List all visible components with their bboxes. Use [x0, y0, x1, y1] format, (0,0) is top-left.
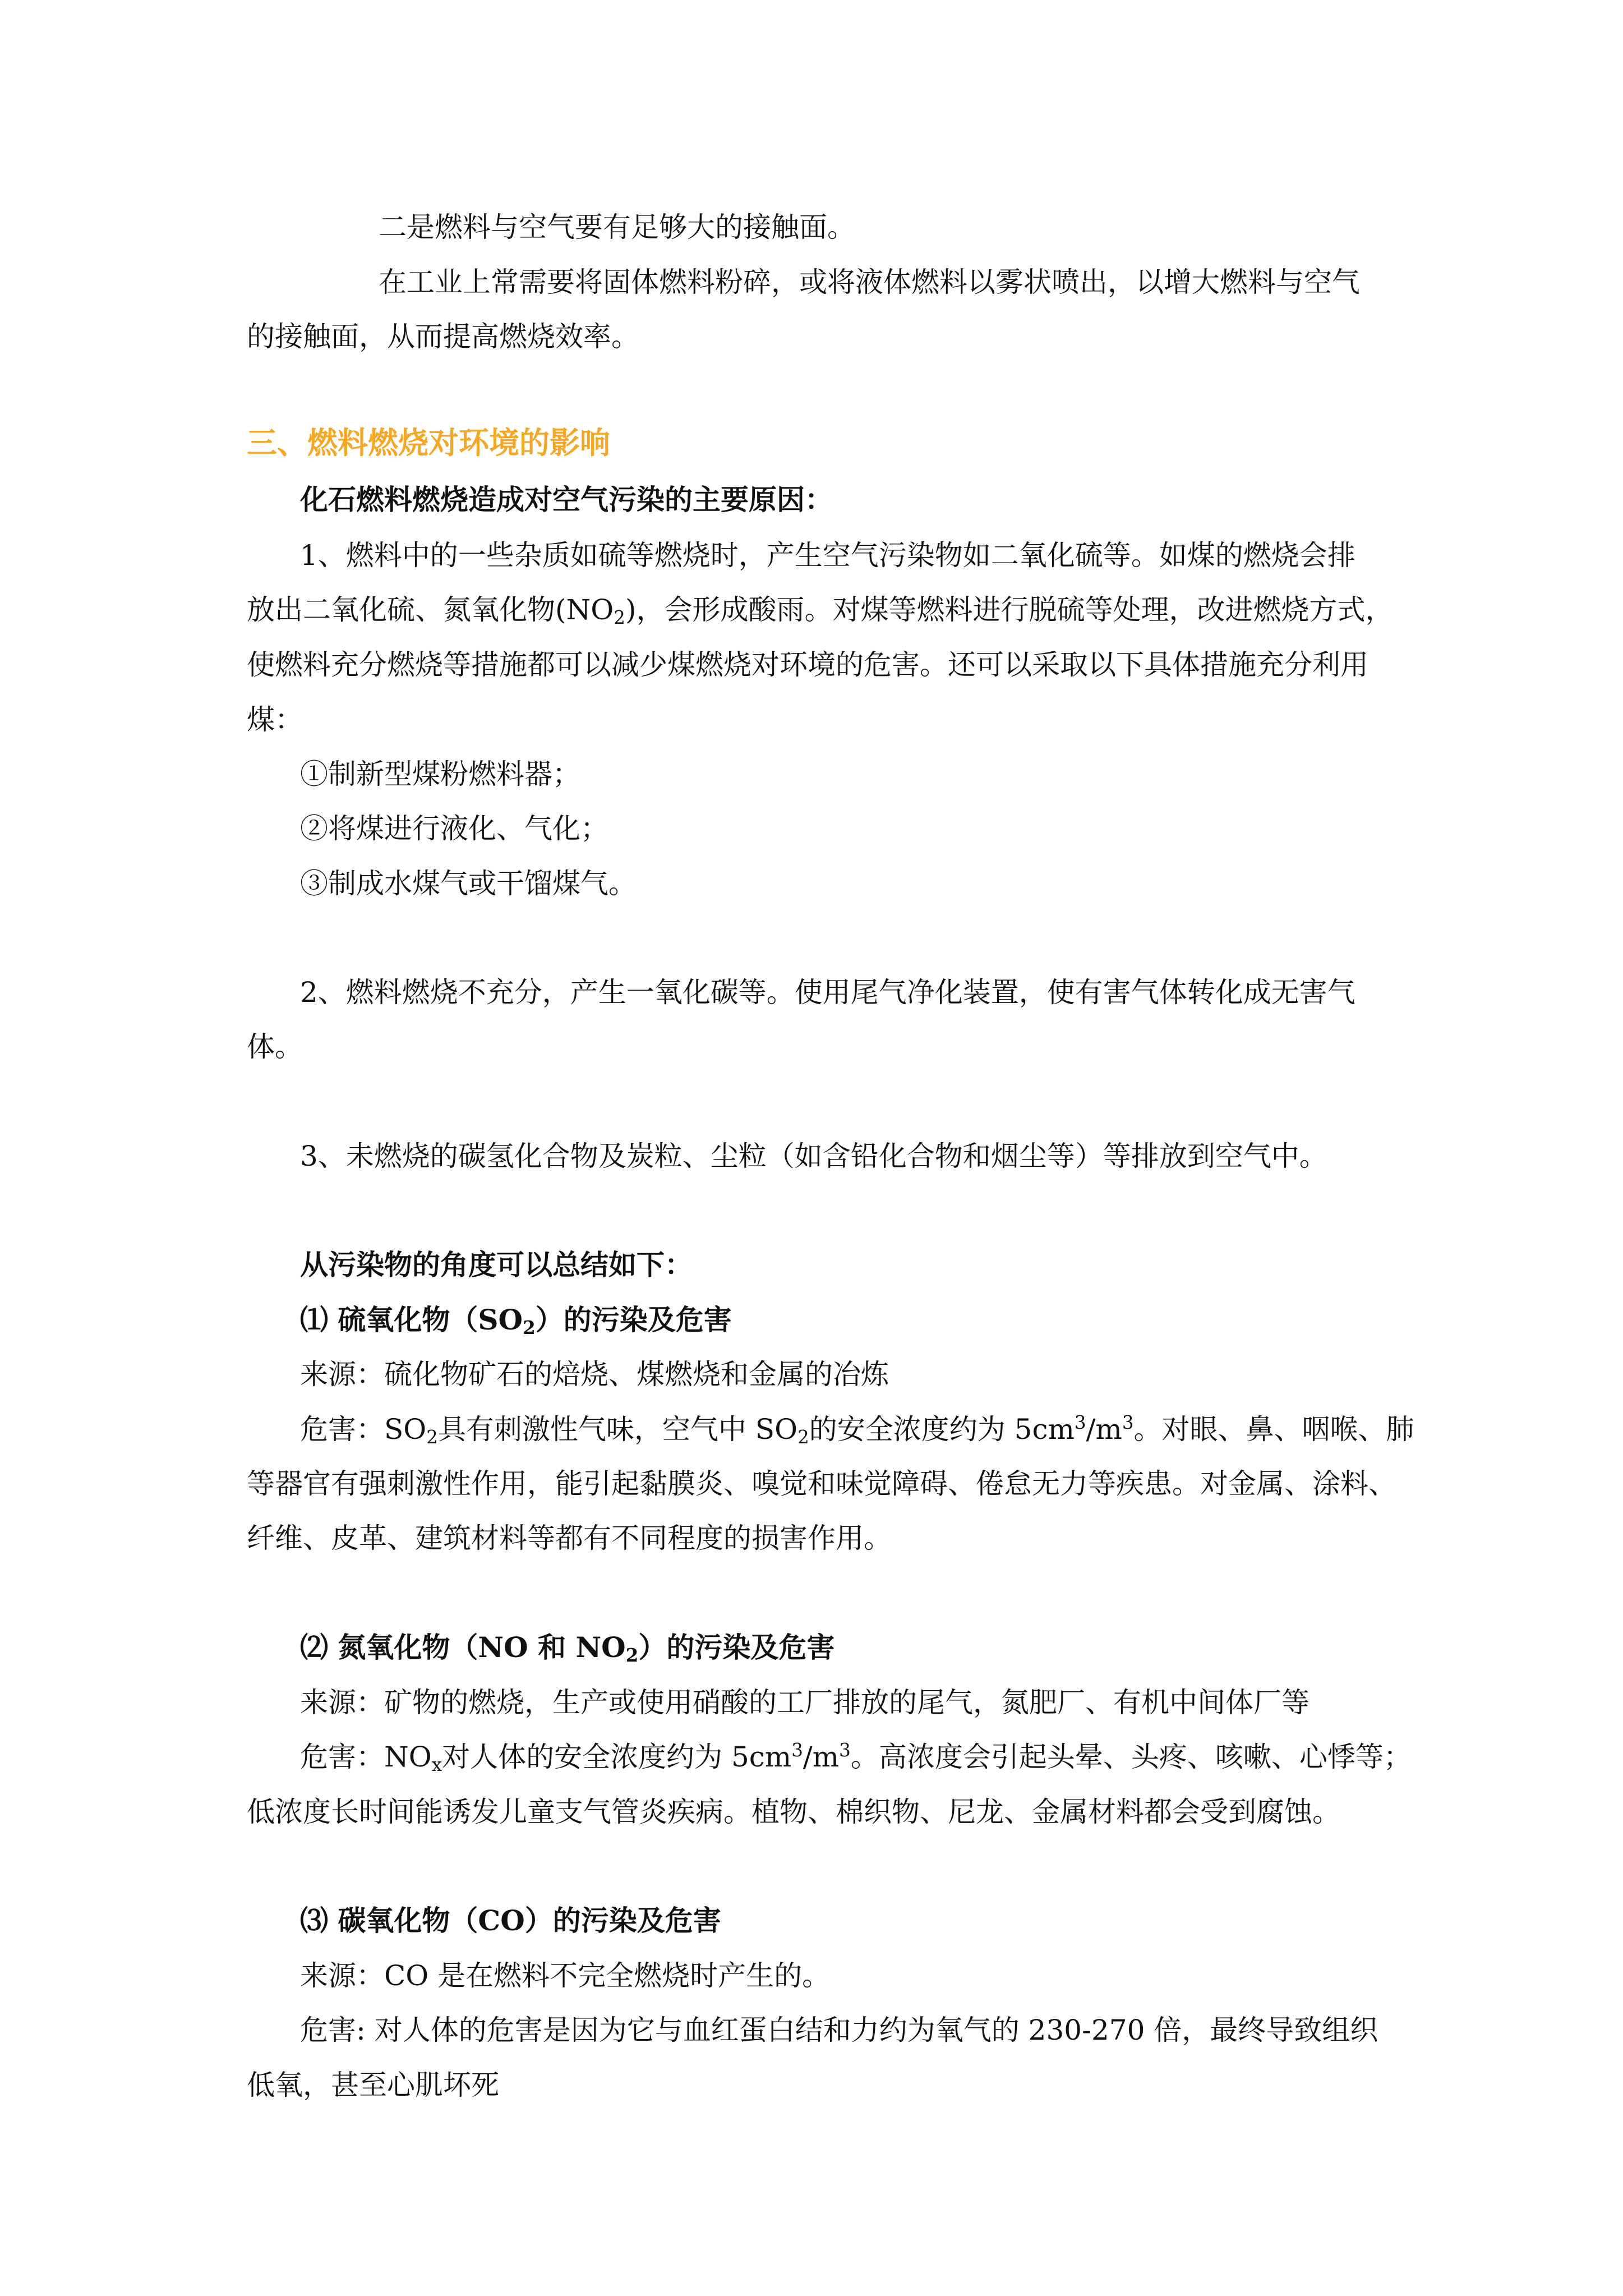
intro-line-2: 在工业上常需要将固体燃料粉碎，或将液体燃料以雾状喷出，以增大燃料与空气	[379, 266, 1360, 298]
co-heading: ⑶ 碳氧化物（CO）的污染及危害	[300, 1904, 721, 1937]
cause-2-line-2: 体。	[247, 1030, 303, 1063]
measure-item-2: ②将煤进行液化、气化；	[300, 812, 608, 845]
cause-2-line-1: 2、燃料燃烧不充分，产生一氧化碳等。使用尾气净化装置，使有害气体转化成无害气	[300, 976, 1355, 1009]
intro-line-1: 二是燃料与空气要有足够大的接触面。	[379, 211, 855, 243]
summary-title: 从污染物的角度可以总结如下：	[300, 1248, 693, 1281]
intro-line-3: 的接触面，从而提高燃烧效率。	[247, 320, 639, 353]
co-source: 来源：CO 是在燃料不完全燃烧时产生的。	[300, 1959, 831, 1992]
cause-1-line-1: 1、燃料中的一些杂质如硫等燃烧时，产生空气污染物如二氧化硫等。如煤的燃烧会排	[300, 539, 1355, 572]
co-harm-line-2: 低氧，甚至心肌坏死	[247, 2069, 499, 2101]
measure-item-1: ①制新型煤粉燃料器；	[300, 758, 580, 790]
cause-3-line: 3、未燃烧的碳氢化合物及炭粒、尘粒（如含铅化合物和烟尘等）等排放到空气中。	[300, 1140, 1327, 1172]
so2-harm-line-3: 纤维、皮革、建筑材料等都有不同程度的损害作用。	[247, 1522, 892, 1554]
section-heading: 三、燃料燃烧对环境的影响	[247, 425, 610, 461]
nox-heading: ⑵ 氮氧化物（NO 和 $NO_2$）的污染及危害	[300, 1631, 835, 1667]
nox-harm-line-2: 低浓度长时间能诱发儿童支气管炎疾病。植物、棉织物、尼龙、金属材料都会受到腐蚀。	[247, 1796, 1340, 1828]
so2-heading: ⑴ 硫氧化物$(SO_2)$的污染及危害	[300, 1303, 732, 1339]
so2-harm-line-2: 等器官有强刺激性作用，能引起黏膜炎、嗅觉和味觉障碍、倦怠无力等疾患。对金属、涂料、	[247, 1467, 1396, 1500]
measure-item-3: ③制成水煤气或干馏煤气。	[300, 867, 637, 900]
nox-source: 来源：矿物的燃烧，生产或使用硝酸的工厂排放的尾气，氮肥厂、有机中间体厂等	[300, 1686, 1310, 1719]
so2-harm-line-1: 危害：$SO_2$具有刺激性气味，空气中 $SO_2$的安全浓度约为 $5cm^3/m^3$。对眼、鼻、咽喉、肺	[300, 1412, 1414, 1448]
cause-1-line-3: 使燃料充分燃烧等措施都可以减少煤燃烧对环境的危害。还可以采取以下具体措施充分利用	[247, 648, 1368, 681]
cause-1-line-2: 放出二氧化硫、氮氧化物$(NO_2)$，会形成酸雨。对煤等燃料进行脱硫等处理，改进燃烧方式，	[247, 593, 1394, 629]
nox-harm-line-1: 危害：$NO_x$对人体的安全浓度约为 $5cm^3/m^3$。高浓度会引起头晕、头疼、咳嗽、心悸等；	[300, 1740, 1412, 1776]
so2-source: 来源：硫化物矿石的焙烧、煤燃烧和金属的冶炼	[300, 1358, 889, 1391]
section-subtitle: 化石燃料燃烧造成对空气污染的主要原因：	[300, 483, 833, 516]
cause-1-line-4: 煤：	[247, 703, 303, 736]
co-harm-line-1: 危害: 对人体的危害是因为它与血红蛋白结和力约为氧气的 230-270 倍，最终导致组织	[300, 2014, 1378, 2046]
